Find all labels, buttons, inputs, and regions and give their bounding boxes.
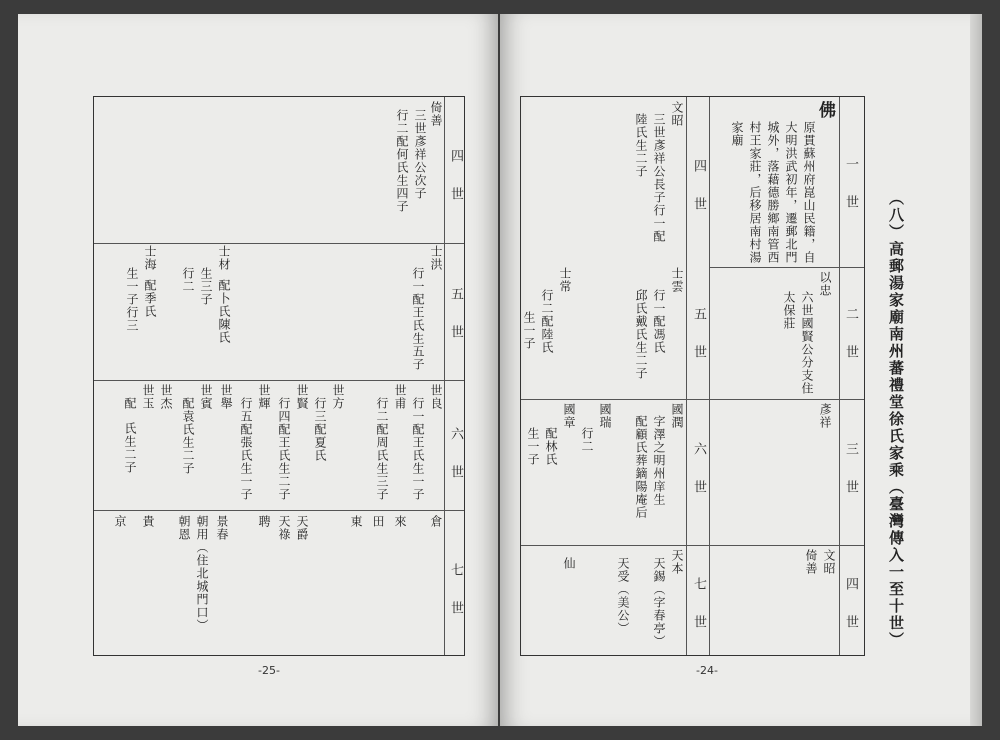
gen1-line: 城外，落藉德勝鄉南管西 bbox=[766, 121, 780, 264]
person-line: 氏生二子 bbox=[123, 422, 137, 474]
inner6-line: 配林氏 bbox=[544, 427, 558, 466]
inner7-name: 天受（美公） bbox=[616, 557, 630, 635]
person-line: 配季氏 bbox=[143, 279, 157, 318]
gen1-line: 家廟 bbox=[730, 121, 744, 147]
gen-label-7: 七 世 bbox=[448, 563, 463, 620]
inner7-name: 天錫（字春亭） bbox=[652, 557, 666, 648]
person-line: 配 bbox=[123, 397, 137, 410]
gen7-name: 朝用（住北城門口） bbox=[195, 515, 209, 632]
inner5-line: 邱氏戴氏生二子 bbox=[634, 289, 648, 380]
person-line: 行二 bbox=[181, 267, 195, 293]
inner5-line: 生一子 bbox=[522, 311, 536, 350]
gen4-name: 倚善 bbox=[804, 549, 818, 575]
inner4-line: 三世彥祥公長子行一配 bbox=[652, 113, 666, 243]
gen3-name: 彥祥 bbox=[818, 403, 832, 429]
person-name: 士材 bbox=[217, 245, 231, 271]
gen7-name: 田 bbox=[371, 515, 385, 528]
gen-label-6: 六 世 bbox=[448, 427, 463, 484]
gen7-name: 貴 bbox=[141, 515, 155, 528]
gen-label-3: 三 世 bbox=[843, 442, 858, 499]
gen4-name: 文昭 bbox=[822, 549, 836, 575]
person-name: 士洪 bbox=[429, 245, 443, 271]
inner-gen-label-5: 五 世 bbox=[691, 307, 706, 364]
person-line: 行二配周氏生三子 bbox=[375, 397, 389, 501]
person-line: 配袁氏生二子 bbox=[181, 397, 195, 475]
person-line: 行二配何氏生四子 bbox=[395, 109, 409, 213]
person-name: 世賢 bbox=[295, 384, 309, 410]
inner5-line: 行一配馮氏 bbox=[652, 289, 666, 354]
gen1-line: 原貫蘇州府崑山民籍，自 bbox=[802, 121, 816, 264]
left-genealogy-table bbox=[93, 96, 465, 656]
gen7-name: 倉 bbox=[429, 515, 443, 528]
person-line: 行五配張氏生一子 bbox=[239, 397, 253, 501]
page-number-left: -25- bbox=[258, 664, 280, 677]
gen2-line: 六世國賢公分支住 bbox=[800, 291, 814, 395]
gen-label-5: 五 世 bbox=[448, 287, 463, 344]
person-line: 行一配王氏生一子 bbox=[411, 397, 425, 501]
gen7-name: 朝恩 bbox=[177, 515, 191, 541]
inner6-line: 行二 bbox=[580, 427, 594, 453]
person-name: 世輝 bbox=[257, 384, 271, 410]
person-name: 世杰 bbox=[159, 384, 173, 410]
gen1-line: 大明洪武初年，遷郵北門 bbox=[784, 121, 798, 264]
person-line: 配卜氏陳氏 bbox=[217, 279, 231, 344]
gen-label-2: 二 世 bbox=[843, 307, 858, 364]
gen2-name: 以忠 bbox=[818, 271, 832, 297]
person-line: 生三子 bbox=[199, 267, 213, 306]
gen7-name: 東 bbox=[349, 515, 363, 528]
inner7-name: 仙 bbox=[562, 557, 576, 570]
inner6-line: 配顧氏葬鏑陽庵后 bbox=[634, 415, 648, 519]
inner6-line: 生一子 bbox=[526, 427, 540, 466]
gen7-name: 來 bbox=[393, 515, 407, 528]
person-line: 生一子行三 bbox=[125, 267, 139, 332]
person-line: 行一配王氏生五子 bbox=[411, 267, 425, 371]
gen7-name: 京 bbox=[113, 515, 127, 528]
gen7-name: 景春 bbox=[215, 515, 229, 541]
gen-label-4: 四 世 bbox=[448, 149, 463, 206]
inner5-name: 士常 bbox=[558, 267, 572, 293]
gen7-name: 聘 bbox=[257, 515, 271, 528]
inner6-name: 國潤 bbox=[670, 403, 684, 429]
person-name: 世玉 bbox=[141, 384, 155, 410]
person-name: 倚善 bbox=[429, 101, 443, 127]
person-name: 士海 bbox=[143, 245, 157, 271]
inner5-line: 行二配陸氏 bbox=[540, 289, 554, 354]
person-name: 世甫 bbox=[393, 384, 407, 410]
gen7-name: 天祿 bbox=[277, 515, 291, 541]
person-name: 世賓 bbox=[199, 384, 213, 410]
book-title: （八）高郵湯家廟南州蕃禮堂徐氏家乘（臺灣傳入一至十世） bbox=[887, 190, 905, 649]
inner-gen-label-7: 七 世 bbox=[691, 577, 706, 634]
inner4-name: 文昭 bbox=[670, 101, 684, 127]
person-line: 行三配夏氏 bbox=[313, 397, 327, 462]
gen-label-1: 一 世 bbox=[843, 157, 858, 214]
inner6-line: 字澤之明州庠生 bbox=[652, 415, 666, 506]
inner-gen-label-6: 六 世 bbox=[691, 442, 706, 499]
left-page bbox=[18, 14, 498, 726]
person-line: 三世彥祥公次子 bbox=[413, 109, 427, 200]
inner4-line: 陸氏生二子 bbox=[634, 113, 648, 178]
right-genealogy-table bbox=[520, 96, 865, 656]
gen7-name: 天爵 bbox=[295, 515, 309, 541]
inner6-name: 國瑞 bbox=[598, 403, 612, 429]
gen1-line: 村王家莊，后移居南村湯 bbox=[748, 121, 762, 264]
person-name: 世方 bbox=[331, 384, 345, 410]
right-page bbox=[500, 14, 970, 726]
gen2-line: 太保莊 bbox=[782, 291, 796, 330]
inner7-name: 天本 bbox=[670, 549, 684, 575]
gen1-name: 佛 bbox=[815, 101, 835, 119]
gen-label-4: 四 世 bbox=[843, 577, 858, 634]
inner-gen-label-4: 四 世 bbox=[691, 159, 706, 216]
person-name: 世良 bbox=[429, 384, 443, 410]
page-number-right: -24- bbox=[696, 664, 718, 677]
book-edge bbox=[970, 14, 982, 726]
inner5-name: 士雲 bbox=[670, 267, 684, 293]
person-line: 行四配王氏生二子 bbox=[277, 397, 291, 501]
person-name: 世舉 bbox=[219, 384, 233, 410]
inner6-name: 國章 bbox=[562, 403, 576, 429]
